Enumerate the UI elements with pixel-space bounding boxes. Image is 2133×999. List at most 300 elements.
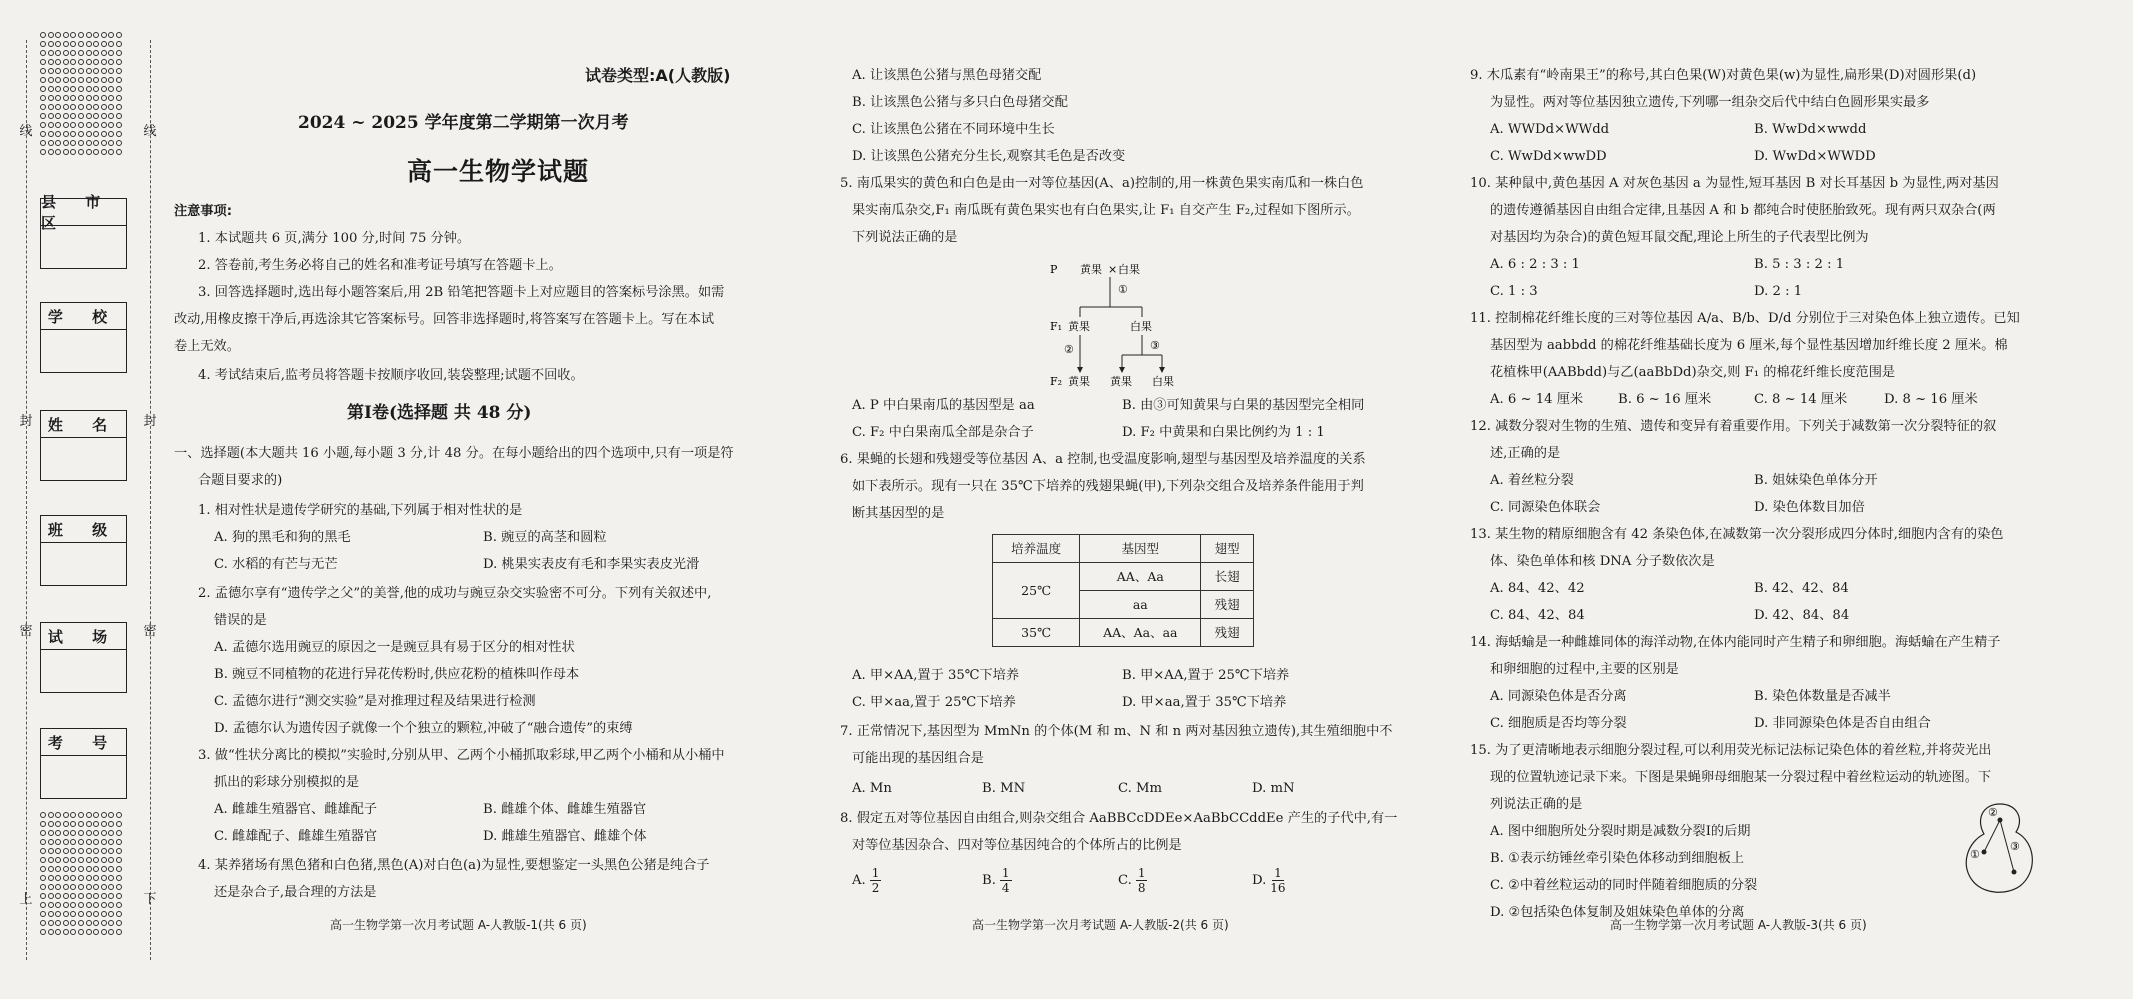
- hole-dot: [70, 920, 76, 926]
- question-14: 14. 海蛞蝓是一种雌雄同体的海洋动物,在体内能同时产生精子和卵细胞。海蛞蝓在产生精子: [1470, 635, 2001, 650]
- hole-dot: [78, 866, 84, 872]
- hole-dot: [55, 77, 61, 83]
- hole-dot: [108, 32, 114, 38]
- hole-pattern: [40, 32, 124, 158]
- hole-dot: [48, 821, 54, 827]
- hole-dot: [70, 812, 76, 818]
- hole-dot: [48, 857, 54, 863]
- hole-dot: [86, 32, 92, 38]
- hole-dot: [55, 50, 61, 56]
- table-cell: AA、Aa、aa: [1080, 619, 1201, 647]
- hole-dot: [101, 929, 107, 935]
- hole-dot: [48, 32, 54, 38]
- option: D. 甲×aa,置于 35℃下培养: [1122, 695, 1287, 710]
- option: C. 1 : 3: [1490, 284, 1538, 299]
- hole-dot: [40, 32, 46, 38]
- hole-dot: [70, 866, 76, 872]
- hole-dot: [93, 113, 99, 119]
- option: B. 雌雄个体、雌雄生殖器官: [483, 802, 647, 817]
- hole-dot: [70, 857, 76, 863]
- hole-dot: [48, 59, 54, 65]
- table-cell: 长翅: [1201, 563, 1254, 591]
- hole-dot: [40, 812, 46, 818]
- option: C. F₂ 中白果南瓜全部是杂合子: [852, 425, 1034, 440]
- field-exam-number[interactable]: 考 号: [40, 728, 127, 799]
- hole-dot: [116, 59, 122, 65]
- hole-dot: [70, 875, 76, 881]
- hole-pattern: [40, 812, 124, 938]
- hole-dot: [86, 911, 92, 917]
- option: A. 雌雄生殖器官、雌雄配子: [214, 802, 377, 817]
- seal-char: 封: [19, 414, 33, 429]
- question-1: 1. 相对性状是遗传学研究的基础,下列属于相对性状的是: [198, 503, 523, 518]
- option: B. 5 : 3 : 2 : 1: [1754, 257, 1845, 272]
- question-text: 和卵细胞的过程中,主要的区别是: [1490, 662, 1679, 677]
- hole-dot: [63, 857, 69, 863]
- option: B. 豌豆不同植物的花进行异花传粉时,供应花粉的植株叫作母本: [214, 667, 580, 682]
- hole-dot: [93, 77, 99, 83]
- hole-dot: [101, 911, 107, 917]
- hole-dot: [93, 902, 99, 908]
- hole-dot: [116, 875, 122, 881]
- option: A. 84、42、42: [1490, 581, 1585, 596]
- hole-dot: [78, 839, 84, 845]
- hole-dot: [78, 131, 84, 137]
- question-13: 13. 某生物的精原细胞含有 42 条染色体,在减数第一次分裂形成四分体时,细胞内含有的染色: [1470, 527, 2004, 542]
- hole-dot: [40, 929, 46, 935]
- hole-dot: [78, 86, 84, 92]
- hole-dot: [48, 893, 54, 899]
- question-text: 对基因均为杂合)的黄色短耳鼠交配,理论上所生的子代表型比例为: [1490, 230, 1869, 245]
- label-n2: ②: [1064, 343, 1074, 356]
- table-cell: 25℃: [993, 563, 1080, 619]
- hole-dot: [55, 32, 61, 38]
- hole-dot: [86, 830, 92, 836]
- question-text: 可能出现的基因组合是: [852, 751, 984, 766]
- hole-dot: [93, 893, 99, 899]
- hole-dot: [70, 41, 76, 47]
- hole-dot: [55, 875, 61, 881]
- hole-dot: [101, 848, 107, 854]
- table-cell: 残翅: [1201, 619, 1254, 647]
- hole-dot: [70, 929, 76, 935]
- option: C. 孟德尔进行“测交实验”是对推理过程及结果进行检测: [214, 694, 536, 709]
- hole-dot: [86, 821, 92, 827]
- hole-dot: [70, 830, 76, 836]
- hole-dot: [63, 875, 69, 881]
- hole-dot: [48, 929, 54, 935]
- hole-dot: [93, 122, 99, 128]
- option: B. 豌豆的高茎和圆粒: [483, 530, 607, 545]
- hole-dot: [40, 68, 46, 74]
- note-line: 2. 答卷前,考生务必将自己的姓名和准考证号填写在答题卡上。: [198, 258, 562, 273]
- hole-dot: [63, 911, 69, 917]
- question-text: 错误的是: [214, 613, 267, 628]
- hole-dot: [48, 50, 54, 56]
- hole-dot: [116, 839, 122, 845]
- hole-dot: [78, 875, 84, 881]
- question-text: 断其基因型的是: [852, 506, 945, 521]
- hole-dot: [86, 866, 92, 872]
- hole-dot: [86, 149, 92, 155]
- hole-dot: [48, 149, 54, 155]
- hole-dot: [55, 140, 61, 146]
- hole-dot: [93, 68, 99, 74]
- centromere-trajectory-diagram: [1960, 798, 2040, 898]
- hole-dot: [108, 848, 114, 854]
- seal-char: 密: [143, 624, 157, 639]
- hole-dot: [101, 95, 107, 101]
- page-footer: 高一生物学第一次月考试题 A-人教版-2(共 6 页): [972, 918, 1229, 932]
- table-cell: aa: [1080, 591, 1201, 619]
- question-7: 7. 正常情况下,基因型为 MmNn 的个体(M 和 m、N 和 n 两对基因独立遗传),其生殖细胞中不: [840, 724, 1393, 739]
- hole-dot: [86, 86, 92, 92]
- hole-dot: [63, 104, 69, 110]
- hole-dot: [116, 929, 122, 935]
- hole-dot: [48, 131, 54, 137]
- hole-dot: [116, 104, 122, 110]
- hole-dot: [116, 113, 122, 119]
- hole-dot: [55, 830, 61, 836]
- hole-dot: [63, 32, 69, 38]
- option: B. 姐妹染色单体分开: [1754, 473, 1878, 488]
- hole-dot: [70, 131, 76, 137]
- page-title: 高一生物学试题: [407, 157, 590, 186]
- hole-dot: [55, 122, 61, 128]
- hole-dot: [78, 41, 84, 47]
- hole-dot: [86, 929, 92, 935]
- hole-dot: [40, 41, 46, 47]
- hole-dot: [63, 140, 69, 146]
- question-text: 体、染色单体和核 DNA 分子数依次是: [1490, 554, 1715, 569]
- hole-dot: [101, 131, 107, 137]
- option: A. 6 ~ 14 厘米: [1490, 392, 1584, 407]
- part-instructions: 合题目要求的): [198, 473, 283, 488]
- hole-dot: [78, 857, 84, 863]
- hole-dot: [63, 839, 69, 845]
- option: D. 42、84、84: [1754, 608, 1850, 623]
- hole-dot: [108, 149, 114, 155]
- hole-dot: [63, 884, 69, 890]
- hole-dot: [101, 812, 107, 818]
- option: A. WWDd×WWdd: [1490, 122, 1610, 137]
- hole-dot: [108, 68, 114, 74]
- option: A. 6 : 2 : 3 : 1: [1490, 257, 1580, 272]
- hole-dot: [78, 77, 84, 83]
- question-4: 4. 某养猪场有黑色猪和白色猪,黑色(A)对白色(a)为显性,要想鉴定一头黑色公猪是纯合子: [198, 858, 710, 873]
- question-text: 现的位置轨迹记录下来。下图是果蝇卵母细胞某一分裂过程中着丝粒运动的轨迹图。下: [1490, 770, 1992, 785]
- hole-dot: [40, 866, 46, 872]
- option: B. MN: [982, 781, 1026, 796]
- hole-dot: [55, 95, 61, 101]
- hole-dot: [101, 59, 107, 65]
- hole-dot: [63, 77, 69, 83]
- question-text: 如下表所示。现有一只在 35℃下培养的残翅果蝇(甲),下列杂交组合及培养条件能用于判: [852, 479, 1364, 494]
- question-text: 还是杂合子,最合理的方法是: [214, 885, 377, 900]
- hole-dot: [86, 41, 92, 47]
- option: D. mN: [1252, 781, 1295, 796]
- field-name[interactable]: 姓 名: [40, 410, 127, 481]
- hole-dot: [40, 830, 46, 836]
- hole-dot: [93, 95, 99, 101]
- hole-dot: [101, 77, 107, 83]
- hole-dot: [116, 920, 122, 926]
- field-school[interactable]: 学 校: [40, 302, 127, 373]
- hole-dot: [78, 920, 84, 926]
- hole-dot: [108, 812, 114, 818]
- hole-dot: [78, 113, 84, 119]
- hole-dot: [40, 902, 46, 908]
- hole-dot: [63, 95, 69, 101]
- hole-dot: [40, 95, 46, 101]
- hole-dot: [108, 902, 114, 908]
- hole-dot: [93, 875, 99, 881]
- question-15: 15. 为了更清晰地表示细胞分裂过程,可以利用荧光标记法标记染色体的着丝粒,并将荧光出: [1470, 743, 1992, 758]
- hole-dot: [48, 77, 54, 83]
- label-c1: ①: [1970, 848, 1980, 861]
- seal-char: 线: [19, 124, 33, 139]
- hole-dot: [108, 41, 114, 47]
- hole-dot: [63, 131, 69, 137]
- option: C. 让该黑色公猪在不同环境中生长: [852, 122, 1055, 137]
- hole-dot: [55, 86, 61, 92]
- hole-dot: [70, 902, 76, 908]
- hole-dot: [101, 821, 107, 827]
- hole-dot: [78, 95, 84, 101]
- label-white: 白果: [1152, 375, 1174, 388]
- question-text: 下列说法正确的是: [852, 230, 958, 245]
- hole-dot: [70, 149, 76, 155]
- hole-dot: [108, 875, 114, 881]
- label-c2: ②: [1988, 806, 1998, 819]
- hole-dot: [93, 911, 99, 917]
- hole-dot: [63, 848, 69, 854]
- option: D. 染色体数目加倍: [1754, 500, 1865, 515]
- hole-dot: [93, 839, 99, 845]
- hole-dot: [55, 131, 61, 137]
- hole-dot: [86, 50, 92, 56]
- diagram-arrow: [1077, 367, 1083, 373]
- hole-dot: [70, 893, 76, 899]
- hole-dot: [55, 821, 61, 827]
- hole-dot: [40, 113, 46, 119]
- hole-dot: [86, 68, 92, 74]
- hole-dot: [55, 884, 61, 890]
- question-text: 列说法正确的是: [1490, 797, 1583, 812]
- hole-dot: [55, 902, 61, 908]
- option: B. 42、42、84: [1754, 581, 1849, 596]
- label-yellow: 黄果: [1068, 375, 1090, 388]
- hole-dot: [78, 149, 84, 155]
- hole-dot: [93, 59, 99, 65]
- hole-dot: [86, 113, 92, 119]
- hole-dot: [93, 812, 99, 818]
- hole-dot: [40, 77, 46, 83]
- page-footer: 高一生物学第一次月考试题 A-人教版-3(共 6 页): [1610, 918, 1867, 932]
- label-c3: ③: [2010, 840, 2020, 853]
- label-yellow: 黄果: [1080, 263, 1102, 276]
- hole-dot: [116, 95, 122, 101]
- hole-dot: [101, 920, 107, 926]
- option: A. Mn: [852, 781, 892, 796]
- question-text: 基因型为 aabbdd 的棉花纤维基础长度为 6 厘米,每个显性基因增加纤维长度 2 厘米。棉: [1490, 338, 2008, 353]
- hole-dot: [108, 920, 114, 926]
- hole-dot: [48, 812, 54, 818]
- hole-dot: [93, 32, 99, 38]
- hole-dot: [40, 821, 46, 827]
- label-cross: ×: [1108, 263, 1118, 276]
- hole-dot: [70, 122, 76, 128]
- hole-dot: [86, 104, 92, 110]
- hole-dot: [93, 830, 99, 836]
- hole-dot: [70, 32, 76, 38]
- seal-char: 密: [19, 624, 33, 639]
- hole-dot: [78, 929, 84, 935]
- hole-dot: [78, 50, 84, 56]
- field-exam-room[interactable]: 试 场: [40, 622, 127, 693]
- seal-char: 封: [143, 414, 157, 429]
- hole-dot: [40, 59, 46, 65]
- hole-dot: [78, 902, 84, 908]
- hole-dot: [55, 59, 61, 65]
- hole-dot: [40, 104, 46, 110]
- hole-dot: [70, 77, 76, 83]
- hole-dot: [116, 884, 122, 890]
- hole-dot: [101, 830, 107, 836]
- hole-dot: [93, 857, 99, 863]
- hole-dot: [108, 59, 114, 65]
- option: A. P 中白果南瓜的基因型是 aa: [852, 398, 1035, 413]
- hole-dot: [70, 140, 76, 146]
- hole-dot: [78, 884, 84, 890]
- hole-dot: [70, 911, 76, 917]
- hole-dot: [101, 104, 107, 110]
- hole-dot: [78, 812, 84, 818]
- label-n1: ①: [1118, 283, 1128, 296]
- hole-dot: [78, 59, 84, 65]
- hole-dot: [70, 104, 76, 110]
- hole-dot: [40, 131, 46, 137]
- option: C. 84、42、84: [1490, 608, 1585, 623]
- question-text: 为显性。两对等位基因独立遗传,下列哪一组杂交后代中结白色圆形果实最多: [1490, 95, 1930, 110]
- hole-dot: [78, 821, 84, 827]
- option: C. ②中着丝粒运动的同时伴随着细胞质的分裂: [1490, 878, 1758, 893]
- question-text: 的遗传遵循基因自由组合定律,且基因 A 和 b 都纯合时使胚胎致死。现有两只双杂合(两: [1490, 203, 1996, 218]
- note-line: 1. 本试题共 6 页,满分 100 分,时间 75 分钟。: [198, 231, 471, 246]
- hole-dot: [63, 122, 69, 128]
- hole-dot: [70, 839, 76, 845]
- hole-dot: [63, 920, 69, 926]
- hole-dot: [86, 848, 92, 854]
- trajectory-line: [1984, 820, 2000, 852]
- hole-dot: [55, 104, 61, 110]
- option: C. Mm: [1118, 781, 1163, 796]
- hole-dot: [108, 830, 114, 836]
- hole-dot: [40, 86, 46, 92]
- hole-dot: [63, 41, 69, 47]
- hole-dot: [55, 848, 61, 854]
- question-8: 8. 假定五对等位基因自由组合,则杂交组合 AaBBCcDDEe×AaBbCCddEe 产生的子代中,有一: [840, 811, 1398, 826]
- hole-dot: [55, 857, 61, 863]
- hole-dot: [108, 122, 114, 128]
- notes-heading: 注意事项:: [174, 204, 233, 219]
- hole-dot: [116, 50, 122, 56]
- hole-dot: [70, 95, 76, 101]
- option: C. 同源染色体联会: [1490, 500, 1601, 515]
- label-white: 白果: [1130, 320, 1152, 333]
- option: A. 狗的黑毛和狗的黑毛: [214, 530, 351, 545]
- option: B. 染色体数量是否减半: [1754, 689, 1891, 704]
- hole-dot: [48, 884, 54, 890]
- page-3: [1470, 0, 2030, 999]
- hole-dot: [48, 140, 54, 146]
- dashed-seal-line: [26, 40, 27, 960]
- hole-dot: [70, 68, 76, 74]
- page-1: [170, 0, 770, 999]
- hole-dot: [70, 113, 76, 119]
- question-text: 花植株甲(AABbdd)与乙(aaBbDd)杂交,则 F₁ 的棉花纤维长度范围是: [1490, 365, 1896, 380]
- hole-dot: [108, 77, 114, 83]
- option: D. 非同源染色体是否自由组合: [1754, 716, 1931, 731]
- hole-dot: [86, 893, 92, 899]
- option: C. 雌雄配子、雌雄生殖器官: [214, 829, 378, 844]
- note-line: 4. 考试结束后,监考员将答题卡按顺序收回,装袋整理;试题不回收。: [198, 368, 584, 383]
- hole-dot: [116, 122, 122, 128]
- option: D. 孟德尔认为遗传因子就像一个个独立的颗粒,冲破了“融合遗传”的束缚: [214, 721, 633, 736]
- option: A. 着丝粒分裂: [1490, 473, 1574, 488]
- option-c: C. $\frac{1}{8}$: [1118, 866, 1146, 895]
- hole-dot: [40, 875, 46, 881]
- seal-char: 线: [143, 124, 157, 139]
- hole-dot: [48, 839, 54, 845]
- label-yellow: 黄果: [1068, 320, 1090, 333]
- hole-dot: [116, 812, 122, 818]
- hole-dot: [48, 875, 54, 881]
- option: C. 甲×aa,置于 25℃下培养: [852, 695, 1016, 710]
- diagram-arrow: [1159, 367, 1165, 373]
- field-county[interactable]: 县 市 区: [40, 198, 127, 269]
- hole-dot: [93, 821, 99, 827]
- question-text: 果实南瓜杂交,F₁ 南瓜既有黄色果实也有白色果实,让 F₁ 自交产生 F₂,过程如下图所示。: [852, 203, 1360, 218]
- hole-dot: [55, 812, 61, 818]
- hole-dot: [101, 902, 107, 908]
- wing-type-table: [992, 534, 1254, 647]
- field-class[interactable]: 班 级: [40, 515, 127, 586]
- hole-dot: [116, 77, 122, 83]
- hole-dot: [70, 50, 76, 56]
- hole-dot: [86, 77, 92, 83]
- hole-dot: [108, 104, 114, 110]
- option-b: B. $\frac{1}{4}$: [982, 866, 1010, 895]
- hole-dot: [40, 50, 46, 56]
- option: B. 由③可知黄果与白果的基因型完全相同: [1122, 398, 1365, 413]
- hole-dot: [108, 140, 114, 146]
- label-n3: ③: [1150, 339, 1160, 352]
- hole-dot: [55, 920, 61, 926]
- question-9: 9. 木瓜素有“岭南果王”的称号,其白色果(W)对黄色果(w)为显性,扁形果(D)对圆形果(d): [1470, 68, 1977, 83]
- hole-dot: [101, 50, 107, 56]
- table-header: 翅型: [1201, 535, 1254, 563]
- option: C. WwDd×wwDD: [1490, 149, 1607, 164]
- hole-dot: [40, 920, 46, 926]
- question-10: 10. 某种鼠中,黄色基因 A 对灰色基因 a 为显性,短耳基因 B 对长耳基因 b 为显性,两对基因: [1470, 176, 1999, 191]
- seal-char: 下: [143, 892, 157, 907]
- hole-dot: [55, 113, 61, 119]
- hole-dot: [101, 32, 107, 38]
- hole-dot: [63, 929, 69, 935]
- table-cell: AA、Aa: [1080, 563, 1201, 591]
- question-text: 抓出的彩球分别模拟的是: [214, 775, 360, 790]
